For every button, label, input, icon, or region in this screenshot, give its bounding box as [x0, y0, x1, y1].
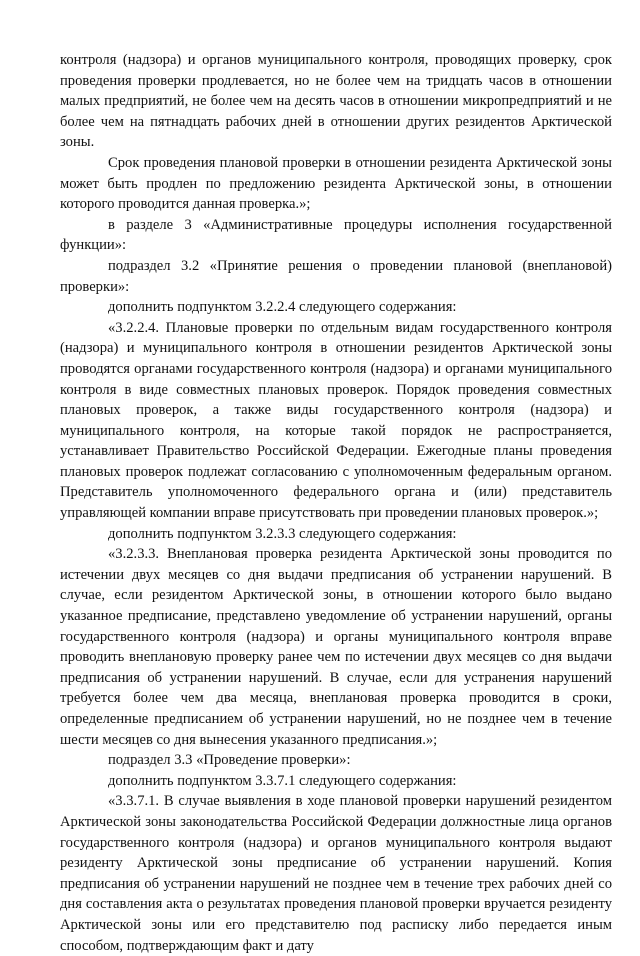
- paragraph-4: подраздел 3.2 «Принятие решения о проведении плановой (внеплановой) проверки»:: [60, 257, 612, 295]
- paragraph-6: «3.2.2.4. Плановые проверки по отдельным видам государственного контроля (надзора) и муниципального контроля в отношении резидентов Арктической зоны проводятся органами государственного контроля (надзора) и органами муниципального контроля в виде совместных плановых проверок. Порядок проведения совместных плановых проверок, а также виды государственного контроля (надзора) и муниципального контроля, на которые такой порядок не распространяется, устанавливает Правительство Российской Федерации. Ежегодные планы проведения плановых проверок подлежат согласованию с уполномоченным федеральным органом. Представитель уполномоченного федерального органа и (или) представитель управляющей компании вправе присутствовать при проведении плановых проверок.»;: [60, 319, 612, 522]
- paragraph-9: подраздел 3.3 «Проведение проверки»:: [108, 752, 351, 769]
- paragraph-10: дополнить подпунктом 3.3.7.1 следующего содержания:: [108, 772, 457, 789]
- paragraph-3: в разделе 3 «Административные процедуры исполнения государственной функции»:: [60, 216, 612, 254]
- paragraph-7: дополнить подпунктом 3.2.3.3 следующего содержания:: [108, 525, 457, 542]
- paragraph-1: контроля (надзора) и органов муниципального контроля, проводящих проверку, срок проведения проверки продлевается, но не более чем на тридцать часов в отношении малых предприятий, не более чем на десять часов в отношении микропредприятий и не более чем на пятнадцать рабочих дней в отношении других резидентов Арктической зоны.: [60, 52, 612, 151]
- paragraph-5: дополнить подпунктом 3.2.2.4 следующего содержания:: [108, 299, 457, 316]
- paragraph-8: «3.2.3.3. Внеплановая проверка резидента Арктической зоны проводится по истечении двух месяцев со дня выдачи предписания об устранении нарушений. В случае, если резидентом Арктической зоны, в отношении которого было выдано указанное предписание, представлено уведомление об устранении нарушений, органы государственного контроля (надзора) и органы муниципального контроля вправе проводить внеплановую проверку ранее чем по истечении двух месяцев со дня выдачи предписания об устранении нарушений. В случае, если для устранения нарушений требуется более чем два месяца, внеплановая проверка проводится в сроки, определенные предписанием об устранении нарушений, но не позднее чем в течение шести месяцев со дня вынесения указанного предписания.»;: [60, 546, 612, 748]
- paragraph-2: Срок проведения плановой проверки в отношении резидента Арктической зоны может быть продлен по предложению резидента Арктической зоны, в отношении которого проводится данная проверка.»;: [60, 154, 612, 213]
- paragraph-11: «3.3.7.1. В случае выявления в ходе плановой проверки нарушений резидентом Арктической зоны законодательства Российской Федерации должностные лица органов государственного контроля (надзора) и органов муниципального контроля выдают резиденту Арктической зоны предписание об устранении нарушений. Копия предписания об устранении нарушений не позднее чем в течение трех рабочих дней со дня составления акта о результатах проведения плановой проверки вручается резиденту Арктической зоны или его представителю под расписку либо передается иным способом, подтверждающим факт и дату: [60, 793, 612, 954]
